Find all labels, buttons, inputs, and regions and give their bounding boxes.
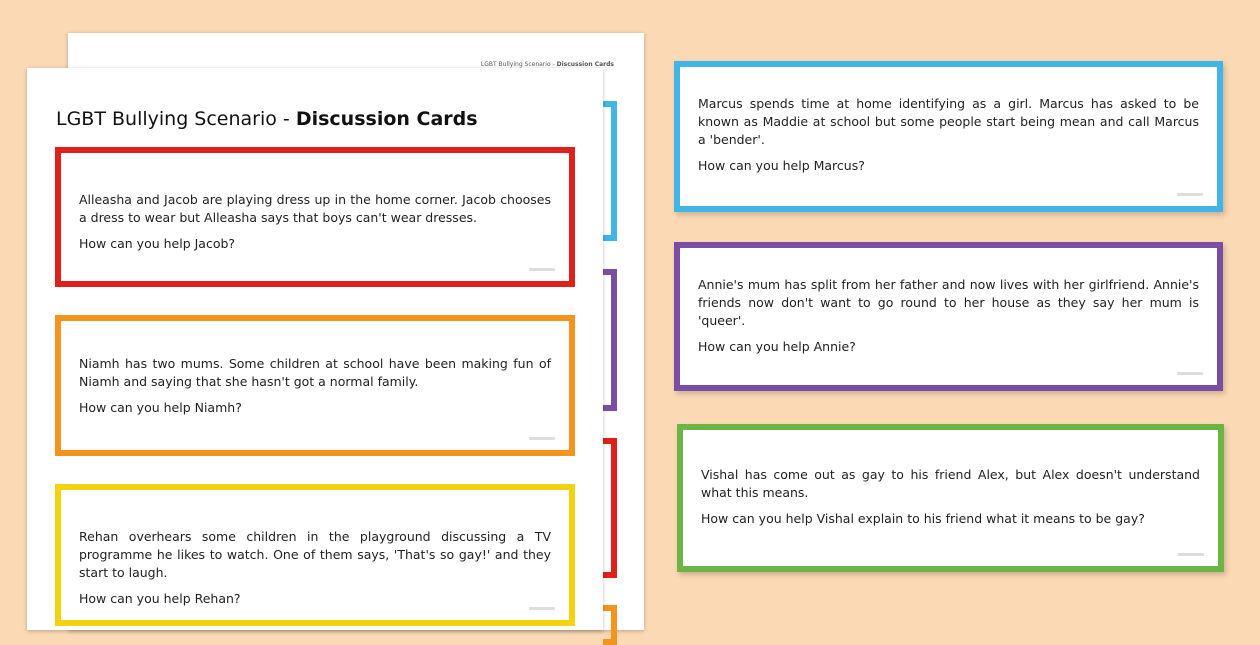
card-question: How can you help Jacob? (79, 236, 236, 251)
sheet-title-bold: Discussion Cards (295, 108, 478, 130)
card-text: Alleasha and Jacob are playing dress up in the home corner. Jacob chooses a dress to wear but Alleasha says that boys can't wear dresses. (79, 192, 551, 225)
peek-card-purple (603, 269, 617, 411)
scenario-card-marcus (674, 61, 1223, 212)
card-question: How can you help Rehan? (79, 591, 241, 606)
peek-card-red (603, 438, 617, 578)
back-sheet-header-prefix: LGBT Bullying Scenario - (480, 61, 557, 68)
watermark-mark (1178, 553, 1204, 556)
watermark-mark (529, 268, 555, 271)
watermark-mark (529, 437, 555, 440)
card-text: Marcus spends time at home identifying as a girl. Marcus has asked to be known as Maddie at school but some people start being mean and call Marcus a 'bender'. (698, 96, 1199, 147)
watermark-mark (529, 607, 555, 610)
card-question: How can you help Marcus? (698, 158, 865, 173)
scenario-card-vishal (677, 424, 1224, 572)
scenario-card-jacob (55, 147, 575, 287)
scenario-card-niamh (55, 315, 575, 456)
peek-card-orange (603, 605, 617, 645)
watermark-mark (1177, 372, 1203, 375)
card-text: Rehan overhears some children in the playground discussing a TV programme he likes to watch. One of them says, 'That's so gay!' and they start to laugh. (79, 529, 551, 580)
card-text: Vishal has come out as gay to his friend Alex, but Alex doesn't understand what this means. (701, 467, 1200, 500)
sheet-title-prefix: LGBT Bullying Scenario - (56, 108, 296, 130)
scenario-card-annie (674, 242, 1223, 391)
card-question: How can you help Vishal explain to his friend what it means to be gay? (701, 511, 1145, 526)
scenario-card-rehan (55, 484, 575, 626)
card-text: Annie's mum has split from her father and now lives with her girlfriend. Annie's friends now don't want to go round to her house as they say her mum is 'queer'. (698, 277, 1199, 328)
sheet-title (56, 108, 478, 130)
card-question: How can you help Annie? (698, 339, 856, 354)
peek-card-blue (603, 101, 617, 241)
front-worksheet-page (27, 68, 603, 630)
back-sheet-header (481, 61, 614, 68)
card-question: How can you help Niamh? (79, 400, 242, 415)
watermark-mark (1177, 193, 1203, 196)
back-sheet-header-bold: Discussion Cards (556, 61, 614, 68)
card-text: Niamh has two mums. Some children at school have been making fun of Niamh and saying that she hasn't got a normal family. (79, 356, 551, 389)
